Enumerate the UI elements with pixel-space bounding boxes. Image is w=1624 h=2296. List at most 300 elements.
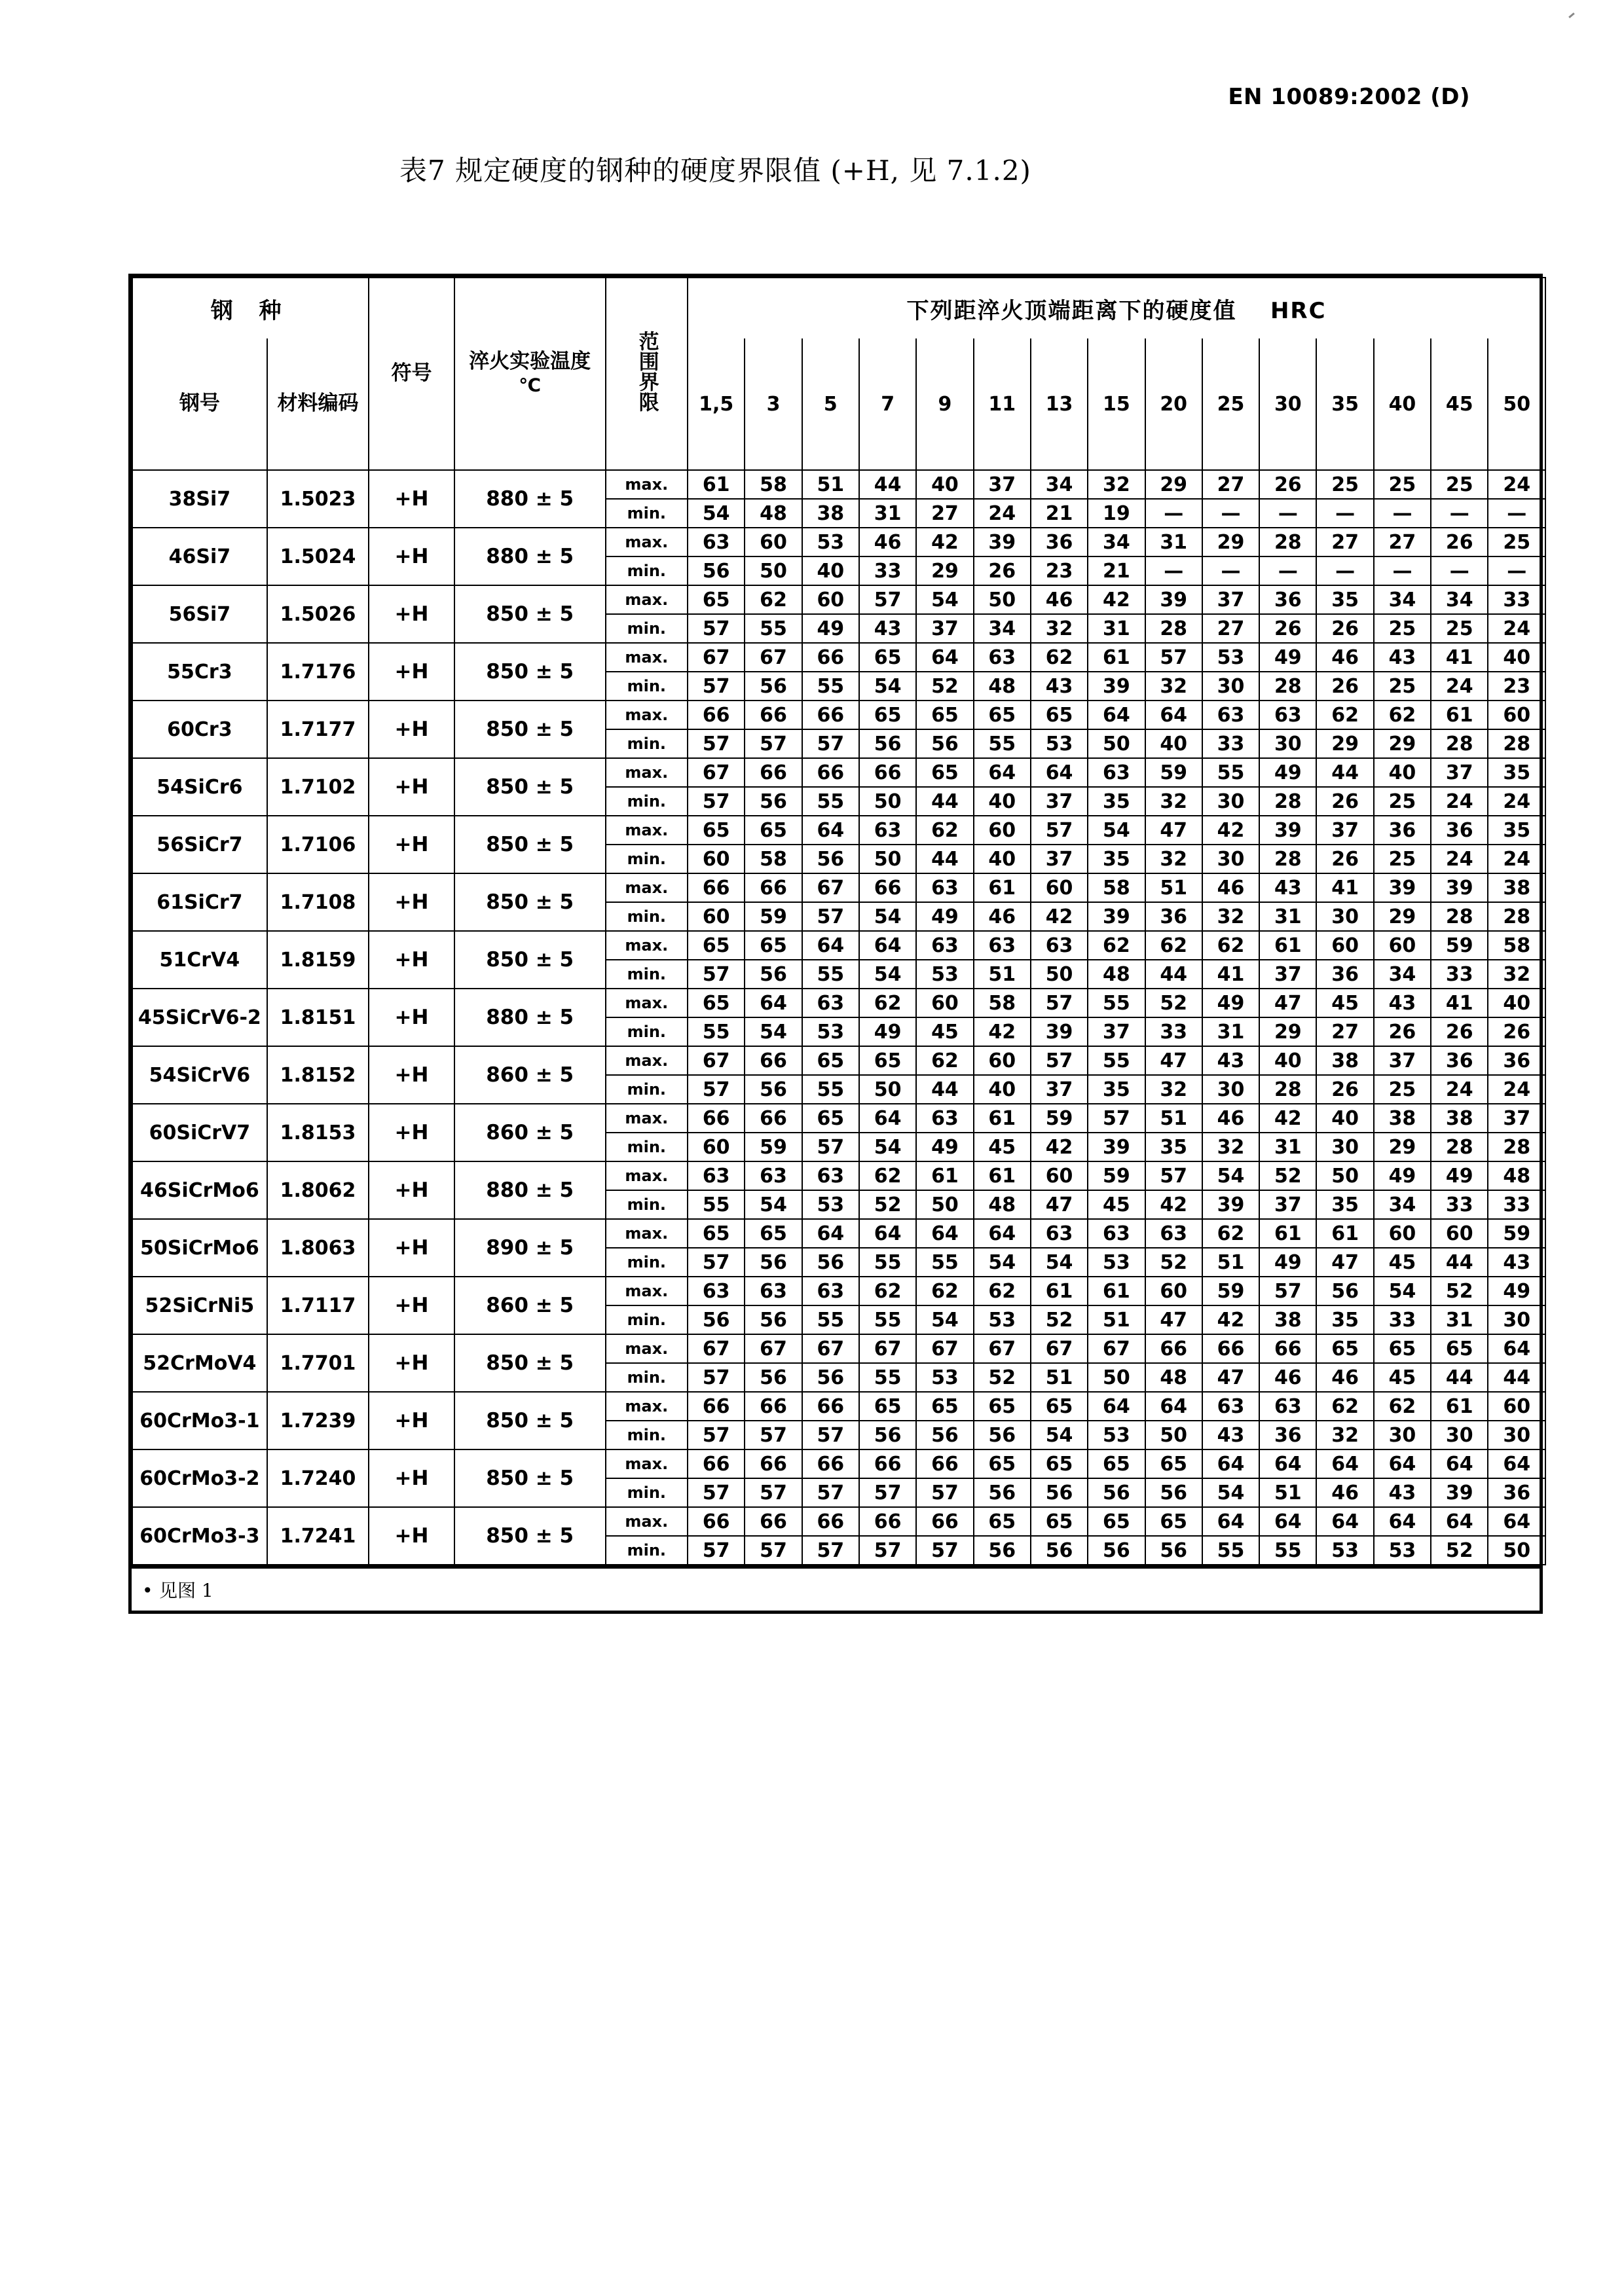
cell-hardness-max-5: 60 xyxy=(802,585,859,614)
cell-hardness-max-11: 61 xyxy=(974,873,1031,902)
cell-hardness-min-40: 33 xyxy=(1374,1305,1431,1334)
cell-hardness-max-11: 58 xyxy=(974,989,1031,1017)
cell-hardness-min-45: 33 xyxy=(1431,960,1488,989)
cell-hardness-max-11: 61 xyxy=(974,1161,1031,1190)
cell-symbol: +H xyxy=(369,1277,454,1334)
cell-hardness-max-3: 65 xyxy=(745,931,802,960)
cell-temperature: 850 ± 5 xyxy=(454,643,606,701)
cell-hardness-max-45: 41 xyxy=(1431,643,1488,672)
cell-hardness-min-5: 55 xyxy=(802,672,859,701)
cell-hardness-max-9: 54 xyxy=(916,585,973,614)
cell-hardness-min-9: 50 xyxy=(916,1190,973,1219)
cell-hardness-max-25: 46 xyxy=(1202,1104,1259,1133)
cell-symbol: +H xyxy=(369,585,454,643)
cell-hardness-max-13: 34 xyxy=(1031,470,1088,499)
cell-hardness-min-35: 29 xyxy=(1316,729,1373,758)
cell-hardness-max-40: 49 xyxy=(1374,1161,1431,1190)
cell-grade: 54SiCr6 xyxy=(132,758,267,816)
header-distance-11: 35 xyxy=(1316,338,1373,470)
cell-hardness-max-13: 67 xyxy=(1031,1334,1088,1363)
cell-hardness-min-20: 44 xyxy=(1145,960,1202,989)
cell-hardness-max-5: 66 xyxy=(802,1507,859,1536)
table-row xyxy=(132,873,1545,902)
cell-limit-max: max. xyxy=(606,758,688,787)
cell-grade: 60SiCrV7 xyxy=(132,1104,267,1161)
cell-hardness-min-7: 54 xyxy=(859,902,916,931)
header-distance-4: 9 xyxy=(916,338,973,470)
cell-hardness-min-3: 59 xyxy=(745,1133,802,1161)
cell-hardness-min-30: 29 xyxy=(1259,1017,1316,1046)
cell-hardness-max-3: 66 xyxy=(745,1046,802,1075)
cell-hardness-min-13: 43 xyxy=(1031,672,1088,701)
cell-hardness-min-40: 26 xyxy=(1374,1017,1431,1046)
cell-hardness-min-13: 54 xyxy=(1031,1421,1088,1449)
cell-hardness-max-20: 57 xyxy=(1145,643,1202,672)
cell-hardness-min-13: 53 xyxy=(1031,729,1088,758)
cell-hardness-min-15: 35 xyxy=(1088,845,1145,873)
cell-hardness-max-1,5: 63 xyxy=(688,1277,745,1305)
cell-hardness-min-45: 44 xyxy=(1431,1248,1488,1277)
cell-grade: 61SiCr7 xyxy=(132,873,267,931)
cell-hardness-max-11: 39 xyxy=(974,528,1031,556)
cell-hardness-max-13: 64 xyxy=(1031,758,1088,787)
cell-hardness-max-50: 35 xyxy=(1488,816,1545,845)
cell-hardness-min-9: 54 xyxy=(916,1305,973,1334)
cell-hardness-max-50: 60 xyxy=(1488,1392,1545,1421)
cell-hardness-min-13: 21 xyxy=(1031,499,1088,528)
cell-hardness-max-1,5: 63 xyxy=(688,1161,745,1190)
cell-hardness-max-20: 63 xyxy=(1145,1219,1202,1248)
cell-hardness-max-5: 64 xyxy=(802,1219,859,1248)
cell-hardness-min-1,5: 57 xyxy=(688,729,745,758)
cell-limit-min: min. xyxy=(606,1075,688,1104)
cell-limit-min: min. xyxy=(606,1363,688,1392)
cell-hardness-min-25: — xyxy=(1202,556,1259,585)
cell-hardness-min-1,5: 55 xyxy=(688,1190,745,1219)
cell-hardness-max-9: 64 xyxy=(916,1219,973,1248)
cell-hardness-min-30: 55 xyxy=(1259,1536,1316,1565)
cell-hardness-max-11: 60 xyxy=(974,1046,1031,1075)
cell-hardness-max-45: 65 xyxy=(1431,1334,1488,1363)
cell-hardness-min-5: 57 xyxy=(802,1536,859,1565)
cell-hardness-max-45: 39 xyxy=(1431,873,1488,902)
cell-hardness-max-5: 66 xyxy=(802,701,859,729)
cell-hardness-min-15: 53 xyxy=(1088,1248,1145,1277)
cell-hardness-min-7: 31 xyxy=(859,499,916,528)
cell-hardness-max-11: 67 xyxy=(974,1334,1031,1363)
cell-hardness-max-50: 24 xyxy=(1488,470,1545,499)
cell-hardness-min-25: 30 xyxy=(1202,787,1259,816)
header-temperature xyxy=(454,278,606,470)
cell-hardness-min-11: 34 xyxy=(974,614,1031,643)
table-row xyxy=(132,643,1545,672)
cell-hardness-max-45: 61 xyxy=(1431,1392,1488,1421)
cell-hardness-min-7: 57 xyxy=(859,1536,916,1565)
cell-hardness-max-50: 48 xyxy=(1488,1161,1545,1190)
cell-hardness-max-20: 52 xyxy=(1145,989,1202,1017)
cell-hardness-max-13: 57 xyxy=(1031,1046,1088,1075)
cell-limit-max: max. xyxy=(606,1161,688,1190)
cell-hardness-min-30: 31 xyxy=(1259,902,1316,931)
cell-hardness-max-13: 59 xyxy=(1031,1104,1088,1133)
cell-hardness-max-45: 60 xyxy=(1431,1219,1488,1248)
cell-material-no: 1.8159 xyxy=(267,931,369,989)
cell-grade: 46Si7 xyxy=(132,528,267,585)
cell-hardness-max-3: 66 xyxy=(745,1449,802,1478)
cell-hardness-max-20: 65 xyxy=(1145,1507,1202,1536)
cell-limit-max: max. xyxy=(606,1507,688,1536)
cell-hardness-min-40: 53 xyxy=(1374,1536,1431,1565)
cell-hardness-max-1,5: 66 xyxy=(688,1507,745,1536)
cell-hardness-max-15: 42 xyxy=(1088,585,1145,614)
cell-hardness-min-30: — xyxy=(1259,499,1316,528)
table-footnote xyxy=(132,1565,1540,1611)
cell-limit-max: max. xyxy=(606,816,688,845)
cell-hardness-max-15: 57 xyxy=(1088,1104,1145,1133)
cell-limit-max: max. xyxy=(606,1449,688,1478)
cell-hardness-max-15: 64 xyxy=(1088,701,1145,729)
cell-hardness-max-20: 39 xyxy=(1145,585,1202,614)
cell-limit-max: max. xyxy=(606,585,688,614)
cell-hardness-max-1,5: 66 xyxy=(688,873,745,902)
cell-hardness-min-13: 51 xyxy=(1031,1363,1088,1392)
cell-hardness-max-5: 51 xyxy=(802,470,859,499)
cell-hardness-max-15: 64 xyxy=(1088,1392,1145,1421)
cell-hardness-max-35: 61 xyxy=(1316,1219,1373,1248)
cell-limit-min: min. xyxy=(606,556,688,585)
cell-hardness-min-1,5: 57 xyxy=(688,672,745,701)
cell-hardness-min-40: 34 xyxy=(1374,1190,1431,1219)
cell-symbol: +H xyxy=(369,758,454,816)
cell-hardness-min-25: 33 xyxy=(1202,729,1259,758)
cell-hardness-max-50: 35 xyxy=(1488,758,1545,787)
cell-limit-min: min. xyxy=(606,845,688,873)
cell-hardness-min-9: 44 xyxy=(916,1075,973,1104)
cell-hardness-max-35: 64 xyxy=(1316,1449,1373,1478)
cell-limit-min: min. xyxy=(606,1536,688,1565)
cell-temperature: 850 ± 5 xyxy=(454,816,606,873)
cell-grade: 56Si7 xyxy=(132,585,267,643)
cell-hardness-min-30: 51 xyxy=(1259,1478,1316,1507)
cell-hardness-min-5: 38 xyxy=(802,499,859,528)
cell-hardness-max-5: 67 xyxy=(802,1334,859,1363)
cell-symbol: +H xyxy=(369,816,454,873)
cell-hardness-max-3: 66 xyxy=(745,873,802,902)
cell-temperature: 850 ± 5 xyxy=(454,873,606,931)
cell-hardness-min-1,5: 56 xyxy=(688,1305,745,1334)
cell-hardness-max-3: 64 xyxy=(745,989,802,1017)
header-distance-0: 1,5 xyxy=(688,338,745,470)
cell-hardness-max-3: 60 xyxy=(745,528,802,556)
cell-hardness-min-20: 33 xyxy=(1145,1017,1202,1046)
cell-hardness-max-25: 54 xyxy=(1202,1161,1259,1190)
cell-limit-max: max. xyxy=(606,1334,688,1363)
cell-hardness-min-7: 54 xyxy=(859,672,916,701)
cell-hardness-min-25: 30 xyxy=(1202,1075,1259,1104)
cell-hardness-min-20: 32 xyxy=(1145,787,1202,816)
cell-hardness-min-50: 30 xyxy=(1488,1305,1545,1334)
cell-hardness-max-15: 61 xyxy=(1088,1277,1145,1305)
cell-hardness-max-1,5: 65 xyxy=(688,1219,745,1248)
cell-hardness-min-3: 57 xyxy=(745,729,802,758)
cell-hardness-min-40: 30 xyxy=(1374,1421,1431,1449)
cell-material-no: 1.7240 xyxy=(267,1449,369,1507)
cell-hardness-max-1,5: 66 xyxy=(688,701,745,729)
cell-hardness-min-13: 42 xyxy=(1031,1133,1088,1161)
cell-hardness-max-3: 67 xyxy=(745,643,802,672)
cell-hardness-min-3: 58 xyxy=(745,845,802,873)
cell-hardness-max-1,5: 66 xyxy=(688,1392,745,1421)
cell-hardness-max-35: 64 xyxy=(1316,1507,1373,1536)
cell-hardness-max-25: 53 xyxy=(1202,643,1259,672)
cell-symbol: +H xyxy=(369,470,454,528)
cell-hardness-max-7: 65 xyxy=(859,1046,916,1075)
cell-hardness-max-9: 67 xyxy=(916,1334,973,1363)
cell-symbol: +H xyxy=(369,1161,454,1219)
cell-hardness-max-1,5: 66 xyxy=(688,1104,745,1133)
cell-hardness-min-9: 56 xyxy=(916,1421,973,1449)
cell-hardness-min-13: 37 xyxy=(1031,845,1088,873)
cell-hardness-max-40: 65 xyxy=(1374,1334,1431,1363)
cell-hardness-min-50: 33 xyxy=(1488,1190,1545,1219)
cell-hardness-max-35: 35 xyxy=(1316,585,1373,614)
cell-hardness-min-45: — xyxy=(1431,499,1488,528)
cell-hardness-min-20: 42 xyxy=(1145,1190,1202,1219)
cell-hardness-max-3: 63 xyxy=(745,1161,802,1190)
cell-hardness-max-30: 66 xyxy=(1259,1334,1316,1363)
cell-hardness-max-30: 47 xyxy=(1259,989,1316,1017)
header-material-no-label: 材料编码 xyxy=(277,392,359,416)
cell-hardness-max-45: 34 xyxy=(1431,585,1488,614)
header-material-no xyxy=(267,338,369,470)
header-distance-10: 30 xyxy=(1259,338,1316,470)
table-row xyxy=(132,701,1545,729)
cell-hardness-min-3: 54 xyxy=(745,1190,802,1219)
cell-hardness-max-11: 37 xyxy=(974,470,1031,499)
cell-hardness-min-7: 54 xyxy=(859,960,916,989)
cell-hardness-min-40: 34 xyxy=(1374,960,1431,989)
cell-hardness-min-40: — xyxy=(1374,556,1431,585)
cell-symbol: +H xyxy=(369,701,454,758)
cell-hardness-max-11: 65 xyxy=(974,701,1031,729)
cell-temperature: 850 ± 5 xyxy=(454,931,606,989)
cell-hardness-min-30: 49 xyxy=(1259,1248,1316,1277)
cell-material-no: 1.8152 xyxy=(267,1046,369,1104)
cell-hardness-min-45: 24 xyxy=(1431,787,1488,816)
cell-hardness-max-45: 59 xyxy=(1431,931,1488,960)
cell-hardness-min-13: 47 xyxy=(1031,1190,1088,1219)
cell-hardness-min-13: 37 xyxy=(1031,1075,1088,1104)
cell-hardness-max-3: 58 xyxy=(745,470,802,499)
cell-hardness-min-35: 35 xyxy=(1316,1190,1373,1219)
cell-hardness-min-40: 45 xyxy=(1374,1248,1431,1277)
cell-hardness-min-35: 26 xyxy=(1316,1075,1373,1104)
cell-hardness-min-30: 46 xyxy=(1259,1363,1316,1392)
header-temperature-unit: ℃ xyxy=(519,374,542,396)
cell-hardness-max-7: 65 xyxy=(859,643,916,672)
table-caption: 表7 规定硬度的钢种的硬度界限值 (+H, 见 7.1.2) xyxy=(399,155,1031,187)
cell-hardness-min-7: 56 xyxy=(859,1421,916,1449)
cell-hardness-min-15: 53 xyxy=(1088,1421,1145,1449)
cell-symbol: +H xyxy=(369,1449,454,1507)
cell-hardness-max-13: 62 xyxy=(1031,643,1088,672)
cell-grade: 52CrMoV4 xyxy=(132,1334,267,1392)
cell-hardness-min-9: 49 xyxy=(916,1133,973,1161)
cell-hardness-max-5: 66 xyxy=(802,758,859,787)
cell-hardness-min-45: 39 xyxy=(1431,1478,1488,1507)
cell-hardness-max-7: 63 xyxy=(859,816,916,845)
cell-hardness-min-11: 51 xyxy=(974,960,1031,989)
cell-hardness-max-30: 52 xyxy=(1259,1161,1316,1190)
cell-hardness-min-15: 51 xyxy=(1088,1305,1145,1334)
cell-hardness-min-1,5: 57 xyxy=(688,787,745,816)
cell-symbol: +H xyxy=(369,1104,454,1161)
cell-hardness-max-9: 65 xyxy=(916,701,973,729)
cell-hardness-max-35: 65 xyxy=(1316,1334,1373,1363)
cell-hardness-min-1,5: 57 xyxy=(688,1075,745,1104)
cell-hardness-max-5: 64 xyxy=(802,931,859,960)
cell-hardness-min-50: — xyxy=(1488,499,1545,528)
cell-hardness-max-13: 63 xyxy=(1031,1219,1088,1248)
cell-hardness-max-50: 59 xyxy=(1488,1219,1545,1248)
cell-hardness-max-25: 43 xyxy=(1202,1046,1259,1075)
cell-hardness-max-40: 54 xyxy=(1374,1277,1431,1305)
cell-symbol: +H xyxy=(369,1219,454,1277)
cell-hardness-max-50: 64 xyxy=(1488,1334,1545,1363)
cell-hardness-max-11: 63 xyxy=(974,931,1031,960)
cell-hardness-max-30: 28 xyxy=(1259,528,1316,556)
cell-hardness-max-15: 58 xyxy=(1088,873,1145,902)
cell-grade: 55Cr3 xyxy=(132,643,267,701)
cell-hardness-min-20: 47 xyxy=(1145,1305,1202,1334)
cell-hardness-min-7: 33 xyxy=(859,556,916,585)
table-body xyxy=(132,470,1545,1565)
table-row xyxy=(132,989,1545,1017)
cell-hardness-min-9: 44 xyxy=(916,787,973,816)
cell-hardness-min-50: 24 xyxy=(1488,787,1545,816)
cell-hardness-min-20: 32 xyxy=(1145,845,1202,873)
cell-hardness-max-30: 63 xyxy=(1259,701,1316,729)
cell-limit-min: min. xyxy=(606,1017,688,1046)
cell-symbol: +H xyxy=(369,873,454,931)
cell-hardness-max-20: 65 xyxy=(1145,1449,1202,1478)
cell-hardness-min-15: 56 xyxy=(1088,1478,1145,1507)
cell-hardness-max-7: 62 xyxy=(859,989,916,1017)
cell-temperature: 860 ± 5 xyxy=(454,1104,606,1161)
cell-hardness-min-5: 57 xyxy=(802,729,859,758)
cell-grade: 60CrMo3-3 xyxy=(132,1507,267,1565)
cell-hardness-min-35: 30 xyxy=(1316,1133,1373,1161)
table-row xyxy=(132,470,1545,499)
cell-grade: 38Si7 xyxy=(132,470,267,528)
table-row xyxy=(132,1104,1545,1133)
cell-hardness-min-45: 52 xyxy=(1431,1536,1488,1565)
cell-hardness-min-15: 48 xyxy=(1088,960,1145,989)
hardness-table-container xyxy=(128,274,1543,1614)
table-row xyxy=(132,1449,1545,1478)
header-row-groups xyxy=(132,278,1545,338)
cell-hardness-min-13: 39 xyxy=(1031,1017,1088,1046)
cell-hardness-min-9: 44 xyxy=(916,845,973,873)
cell-limit-max: max. xyxy=(606,873,688,902)
cell-hardness-min-5: 56 xyxy=(802,1363,859,1392)
cell-hardness-max-11: 60 xyxy=(974,816,1031,845)
cell-hardness-max-3: 63 xyxy=(745,1277,802,1305)
cell-hardness-min-35: 26 xyxy=(1316,845,1373,873)
cell-hardness-min-7: 50 xyxy=(859,787,916,816)
cell-hardness-min-25: 30 xyxy=(1202,845,1259,873)
cell-hardness-max-20: 64 xyxy=(1145,1392,1202,1421)
cell-symbol: +H xyxy=(369,1507,454,1565)
cell-temperature: 860 ± 5 xyxy=(454,1277,606,1334)
cell-grade: 60CrMo3-2 xyxy=(132,1449,267,1507)
cell-hardness-max-35: 40 xyxy=(1316,1104,1373,1133)
cell-hardness-min-20: 56 xyxy=(1145,1478,1202,1507)
cell-hardness-min-35: 27 xyxy=(1316,1017,1373,1046)
cell-hardness-min-25: 41 xyxy=(1202,960,1259,989)
cell-hardness-max-15: 63 xyxy=(1088,758,1145,787)
cell-hardness-max-50: 64 xyxy=(1488,1507,1545,1536)
cell-hardness-max-30: 42 xyxy=(1259,1104,1316,1133)
cell-limit-min: min. xyxy=(606,1421,688,1449)
cell-hardness-max-40: 34 xyxy=(1374,585,1431,614)
cell-hardness-min-50: 26 xyxy=(1488,1017,1545,1046)
cell-hardness-min-13: 50 xyxy=(1031,960,1088,989)
cell-hardness-min-5: 57 xyxy=(802,1133,859,1161)
cell-hardness-min-5: 53 xyxy=(802,1017,859,1046)
cell-hardness-min-45: 33 xyxy=(1431,1190,1488,1219)
cell-hardness-max-15: 62 xyxy=(1088,931,1145,960)
cell-hardness-max-45: 49 xyxy=(1431,1161,1488,1190)
cell-symbol: +H xyxy=(369,1046,454,1104)
cell-symbol: +H xyxy=(369,931,454,989)
cell-limit-min: min. xyxy=(606,960,688,989)
cell-hardness-max-13: 60 xyxy=(1031,873,1088,902)
cell-hardness-max-13: 60 xyxy=(1031,1161,1088,1190)
cell-material-no: 1.7102 xyxy=(267,758,369,816)
cell-material-no: 1.5023 xyxy=(267,470,369,528)
cell-grade: 51CrV4 xyxy=(132,931,267,989)
cell-grade: 50SiCrMo6 xyxy=(132,1219,267,1277)
cell-hardness-max-1,5: 65 xyxy=(688,931,745,960)
table-row xyxy=(132,816,1545,845)
cell-hardness-max-5: 67 xyxy=(802,873,859,902)
cell-hardness-min-5: 55 xyxy=(802,787,859,816)
cell-hardness-min-11: 55 xyxy=(974,729,1031,758)
cell-hardness-min-15: 21 xyxy=(1088,556,1145,585)
cell-hardness-max-7: 66 xyxy=(859,1449,916,1478)
cell-hardness-max-20: 51 xyxy=(1145,873,1202,902)
cell-hardness-max-50: 40 xyxy=(1488,989,1545,1017)
cell-hardness-max-15: 34 xyxy=(1088,528,1145,556)
cell-hardness-max-5: 65 xyxy=(802,1104,859,1133)
cell-limit-max: max. xyxy=(606,989,688,1017)
cell-hardness-max-1,5: 67 xyxy=(688,1334,745,1363)
cell-hardness-max-50: 49 xyxy=(1488,1277,1545,1305)
cell-hardness-max-25: 63 xyxy=(1202,1392,1259,1421)
cell-grade: 60Cr3 xyxy=(132,701,267,758)
cell-material-no: 1.7117 xyxy=(267,1277,369,1334)
cell-hardness-max-5: 53 xyxy=(802,528,859,556)
cell-hardness-max-15: 67 xyxy=(1088,1334,1145,1363)
cell-hardness-min-35: 46 xyxy=(1316,1478,1373,1507)
cell-limit-min: min. xyxy=(606,902,688,931)
cell-limit-min: min. xyxy=(606,787,688,816)
cell-hardness-min-45: 24 xyxy=(1431,672,1488,701)
cell-hardness-min-40: 29 xyxy=(1374,1133,1431,1161)
cell-material-no: 1.7108 xyxy=(267,873,369,931)
header-distance-8: 20 xyxy=(1145,338,1202,470)
